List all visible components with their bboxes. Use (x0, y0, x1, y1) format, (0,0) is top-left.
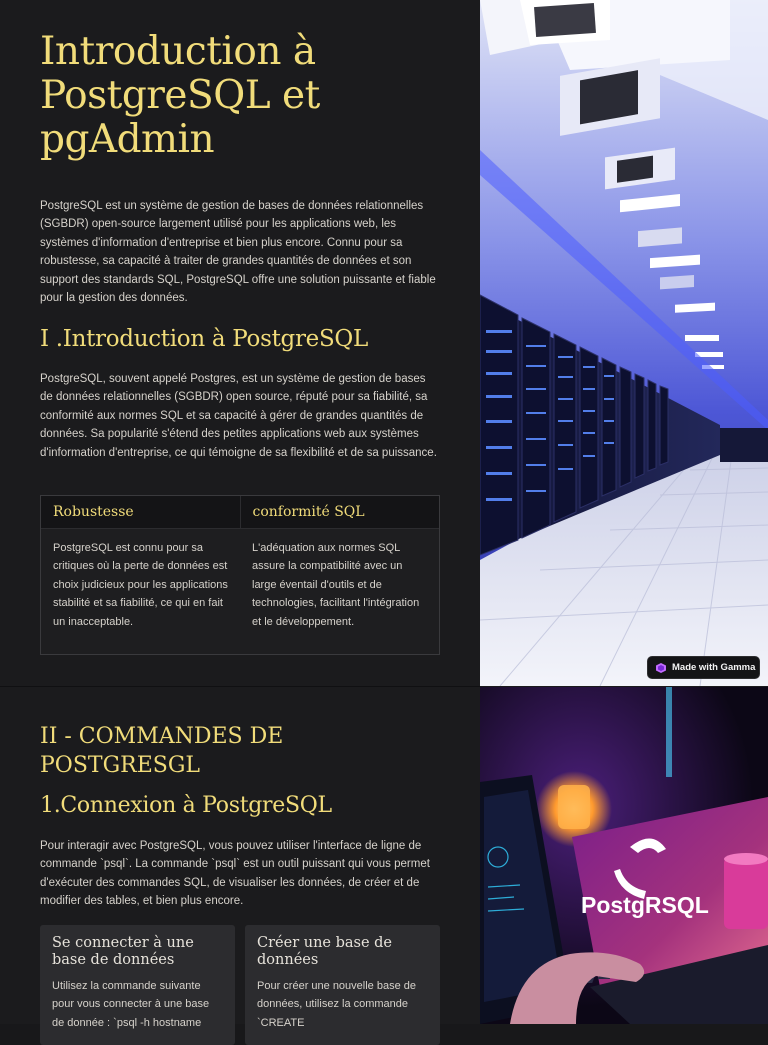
introduction-paragraph: PostgreSQL, souvent appelé Postgres, est un système de gestion de bases de données relationnelles (SGBDR) open source, réputé pour sa fiabilité, sa conformité aux normes SQL et sa capacité à gérer de grandes quantités de données. Sa popularité s'étend des petites applications web aux systèmes d'information d'entreprise, ce qui témoigne de sa flexibilité et de sa puissance. (40, 373, 437, 459)
table-header-conformite: conformité SQL (240, 496, 440, 528)
features-table (40, 495, 440, 655)
gamma-logo-icon (656, 663, 666, 673)
slide-introduction-content (40, 0, 440, 628)
connexion-paragraph: Pour interagir avec PostgreSQL, vous pouvez utiliser l'interface de ligne de commande `psql`. La commande `psql` est un outil puissant qui vous permet d'exécuter des commandes SQL, de visualiser les données, de créer et de modifier des tables, et bien plus encore. (40, 840, 430, 908)
section-heading-commandes: II - COMMANDES DE POSTGRESGL (40, 724, 284, 778)
made-with-gamma-badge[interactable] (647, 656, 760, 679)
card-create-database (245, 925, 440, 1045)
card-body: Utilisez la commande suivante pour vous connecter à une base de donnée : `psql -h hostname (52, 980, 210, 1029)
image-logo-text: PostgRSQL (581, 892, 709, 918)
table-header-robustesse: Robustesse (53, 504, 134, 520)
laptop-postgresql-image (480, 687, 768, 1024)
intro-paragraph: PostgreSQL est un système de gestion de bases de données relationnelles (SGBDR) open-source largement utilisé pour les applications web, les systèmes d'information d'entreprise et bien plus encore. Connu pour sa robustesse, sa capacité à traiter de grandes quantités de données et son support des standards SQL, PostgreSQL offre une solution puissante et fiable pour la gestion des données. (40, 200, 436, 305)
slide-divider (0, 686, 480, 687)
subheading-connexion: 1.Connexion à PostgreSQL (40, 793, 332, 818)
card-body: Pour créer une nouvelle base de données, utilisez la commande `CREATE (257, 980, 416, 1029)
datacenter-image (480, 0, 768, 686)
section-heading-introduction: I .Introduction à PostgreSQL (40, 326, 368, 352)
badge-label: Made with Gamma (672, 662, 756, 673)
table-cell-robustesse: PostgreSQL est connu pour sa critiques où la perte de données est choix judicieux pour les applications stabilité et sa fiabilité, ce qui en fait un inacceptable. (53, 542, 228, 628)
card-title: Se connecter à une base de données (52, 935, 194, 968)
card-title: Créer une base de données (257, 935, 393, 968)
table-header-row (41, 496, 439, 529)
card-connect-database (40, 925, 235, 1045)
table-row (41, 529, 439, 631)
page-title: Introduction à PostgreSQL et pgAdmin (40, 29, 320, 162)
table-cell-conformite: L'adéquation aux normes SQL assure la compatibilité avec un large éventail d'outils et de technologies, facilitant l'intégration et le développement. (252, 542, 420, 628)
